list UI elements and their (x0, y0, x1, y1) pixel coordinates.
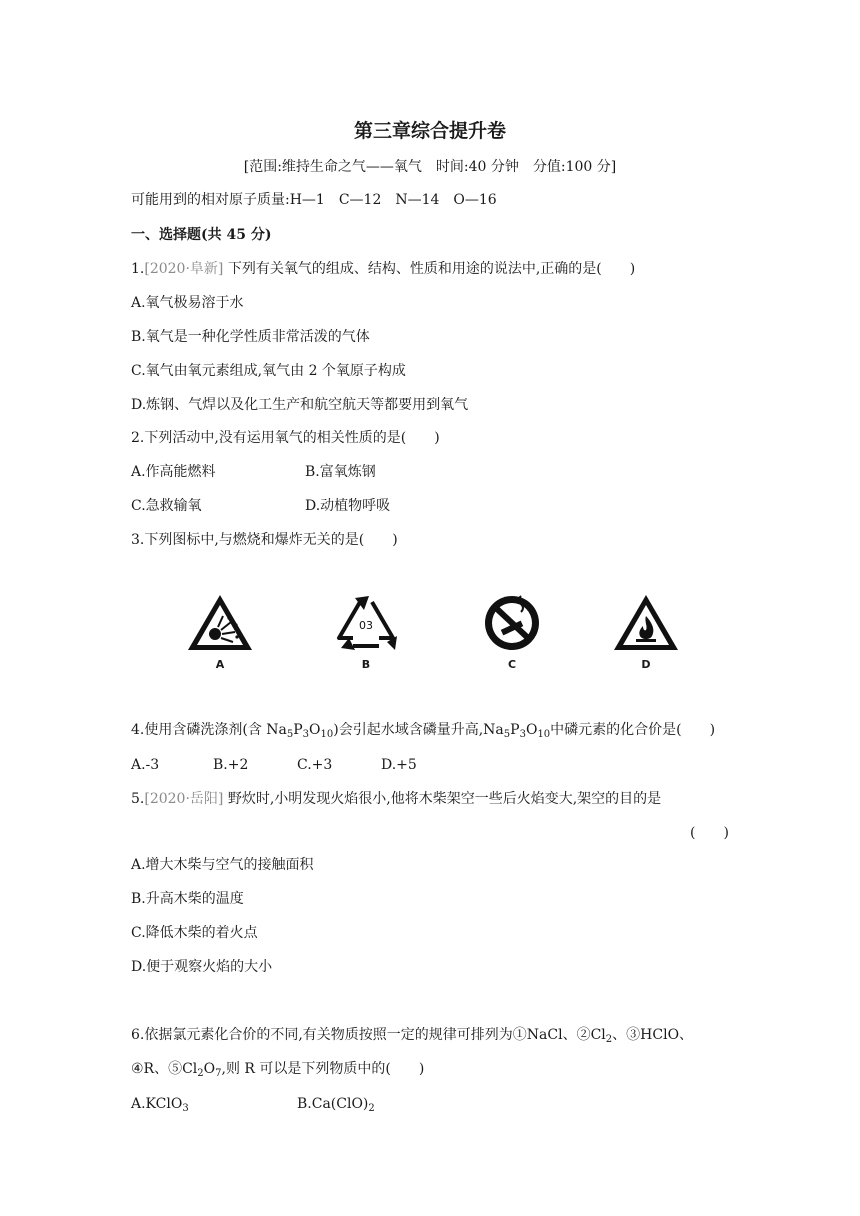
icon-label-d: D (641, 658, 651, 671)
icon-option-b (326, 592, 406, 671)
question-6-stem-line1: 6.依据氯元素化合价的不同,有关物质按照一定的规律可排列为①NaCl、$②Cl_2$、③HClO、 (131, 1027, 694, 1045)
q4-option-b: B.+2 (213, 757, 249, 773)
icon-option-c (472, 592, 552, 671)
no-smoking-icon (477, 592, 547, 654)
q1-option-b: B.氧气是一种化学性质非常活泼的气体 (131, 329, 370, 345)
exam-scope-info: [范围:维持生命之气——氧气 时间:40 分钟 分值:100 分] (243, 159, 617, 175)
page-title: 第三章综合提升卷 (353, 120, 506, 142)
q5-option-c: C.降低木柴的着火点 (131, 925, 258, 941)
hazard-icons-row (180, 592, 660, 682)
chem-formula-na5p3o10: $_5P_3O_{10}$) (286, 722, 339, 740)
recycling-03-icon (331, 592, 401, 654)
q6-option-b-text: B.Ca(ClO) (297, 1096, 369, 1112)
question-number: 1. (131, 261, 145, 277)
q4-text-part: 会引起水域含磷量升高,Na (338, 722, 504, 738)
question-6-stem-line2: ④R、$⑤Cl_2O_7$,则 R 可以是下列物质中的( ) (131, 1061, 425, 1079)
flammable-hazard-icon (611, 592, 681, 654)
q5-option-a: A.增大木柴与空气的接触面积 (131, 857, 314, 873)
q6-option-b: $B.Ca(ClO)_2$ (297, 1096, 375, 1114)
icon-option-d (606, 592, 686, 671)
q1-option-d: D.炼钢、气焊以及化工生产和航空航天等都要用到氧气 (131, 397, 469, 413)
q6-option-a-text: A.KClO (131, 1096, 183, 1112)
icon-label-a: A (215, 658, 225, 671)
question-4-stem (131, 720, 715, 745)
atomic-mass-info: 可能用到的相对原子质量:H—1 C—12 N—14 O—16 (131, 192, 497, 208)
q6-option-a: A.KClO$_3$ (131, 1096, 189, 1114)
icon-label-b: B (361, 658, 371, 671)
q5-option-b: B.升高木柴的温度 (131, 891, 244, 907)
question-3-stem: 3.下列图标中,与燃烧和爆炸无关的是( ) (131, 532, 398, 548)
section-title: 一、选择题(共 45 分) (131, 227, 272, 243)
q6-text-part: 、③HClO、 (612, 1027, 694, 1043)
recycle-code-text: 03 (359, 619, 373, 632)
question-source: [2020·阜新] (144, 261, 224, 277)
question-source: [2020·岳阳] (144, 791, 224, 807)
question-number: 5. (131, 791, 145, 807)
q2-option-b: B.富氧炼钢 (305, 464, 376, 480)
q1-option-a: A.氧气极易溶于水 (131, 295, 244, 311)
q4-text-part: 中磷元素的化合价是( ) (550, 722, 716, 738)
q4-text-part: 4.使用含磷洗涤剂(含 Na (131, 722, 287, 738)
q6-text-part: ,则 R 可以是下列物质中的( ) (221, 1061, 425, 1077)
chem-formula-na5p3o10: $_5P_3O_{10}$ (503, 722, 551, 740)
q6-text-part: 6.依据氯元素化合价的不同,有关物质按照一定的规律可排列为①NaCl、②Cl (131, 1027, 606, 1043)
question-5-stem (131, 789, 661, 809)
q5-option-d: D.便于观察火焰的大小 (131, 959, 273, 975)
question-text: 下列有关氧气的组成、结构、性质和用途的说法中,正确的是( ) (223, 261, 636, 277)
q6-text-part: ④R、⑤Cl (131, 1061, 198, 1077)
q2-option-d: D.动植物呼吸 (305, 498, 391, 514)
q4-option-a: A.-3 (131, 757, 160, 773)
answer-blank: ( ) (690, 825, 729, 841)
icon-option-a (180, 592, 260, 671)
question-1-stem (131, 259, 635, 279)
q4-option-c: C.+3 (297, 757, 333, 773)
question-2-stem: 2.下列活动中,没有运用氧气的相关性质的是( ) (131, 430, 440, 446)
icon-label-c: C (507, 658, 517, 671)
q2-option-a: A.作高能燃料 (131, 464, 216, 480)
q2-option-c: C.急救输氧 (131, 498, 202, 514)
question-text: 野炊时,小明发现火焰很小,他将木柴架空一些后火焰变大,架空的目的是 (223, 791, 662, 807)
explosive-hazard-icon (185, 592, 255, 654)
q1-option-c: C.氧气由氧元素组成,氧气由 2 个氧原子构成 (131, 363, 406, 379)
q4-option-d: D.+5 (381, 757, 417, 773)
